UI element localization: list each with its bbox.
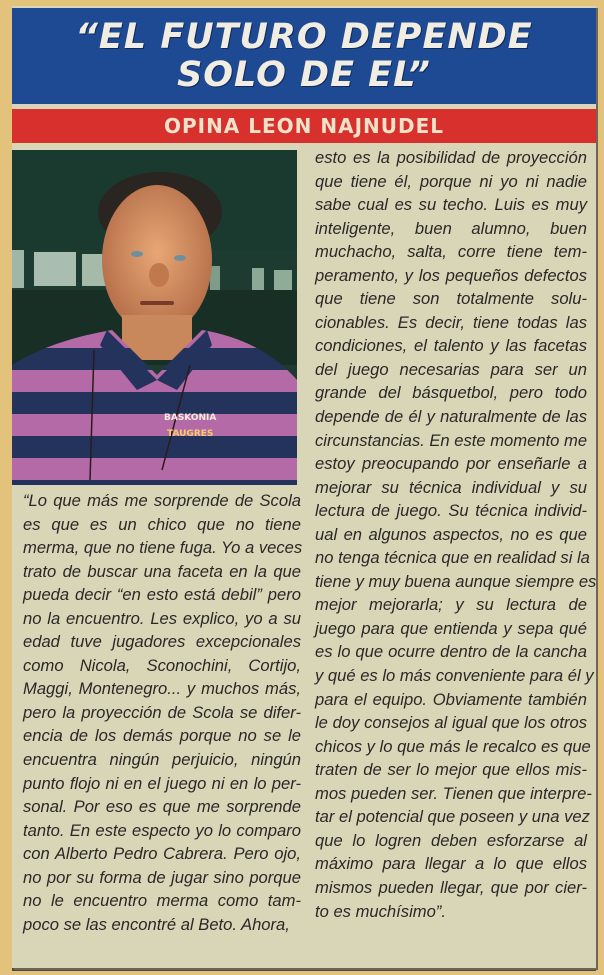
article-line xyxy=(23,889,301,913)
article-line xyxy=(315,546,590,570)
article-line xyxy=(315,358,587,382)
article-line xyxy=(315,523,587,547)
article-line-text: que lo logren deben esforzarse al xyxy=(315,830,587,850)
article-line xyxy=(23,654,301,678)
article-line-text: punto flojo ni en el juego ni en lo per- xyxy=(23,773,301,793)
article-line xyxy=(315,664,594,688)
article-line xyxy=(315,829,587,853)
article-line-text: del juego necesarias para ser un xyxy=(315,359,587,379)
article-line xyxy=(23,489,301,513)
article-line xyxy=(23,607,301,631)
article-line-text: chicos y lo que más le recalco es que xyxy=(315,736,591,756)
article-line xyxy=(23,630,301,654)
article-line xyxy=(315,711,587,735)
article-line-text: trato de buscar una faceta en la que xyxy=(23,561,301,581)
article-line xyxy=(315,240,587,264)
banner-divider xyxy=(12,104,596,108)
article-line xyxy=(23,536,301,560)
article-line xyxy=(315,640,587,664)
article-line xyxy=(23,913,301,937)
article-line xyxy=(315,900,587,924)
article-line-text: sabe cual es su techo. Luis es muy xyxy=(315,195,587,215)
article-line xyxy=(315,405,587,429)
article-line xyxy=(315,593,587,617)
article-line-text: pero la proyección de Scola se difer- xyxy=(23,702,301,722)
article-line-text: que tiene son totalmente solu- xyxy=(315,289,587,309)
article-line xyxy=(23,701,301,725)
article-line-text: circunstancias. En este momento me xyxy=(315,430,588,450)
article-line-text: inteligente, buen alumno, buen xyxy=(315,218,587,238)
article-line-text: traten de ser lo mejor que ellos mis- xyxy=(315,760,587,780)
article-line-text: merma, que no tiene fuga. Yo a veces xyxy=(23,538,303,558)
article-line xyxy=(23,819,301,843)
shirt-logo-line-2: TAUGRES xyxy=(167,429,214,439)
portrait-illustration xyxy=(12,150,297,485)
article-line-text: edad tuve jugadores excepcionales xyxy=(23,632,301,652)
article-line xyxy=(23,842,301,866)
article-line-text: mejorar su técnica individual y su xyxy=(315,477,587,497)
article-line-text: peramento, y los pequeños defectos xyxy=(315,265,587,285)
article-line xyxy=(315,429,587,453)
article-line-text: tar el potencial que poseen y una vez xyxy=(315,807,590,827)
article-line xyxy=(315,193,587,217)
article-line xyxy=(23,677,301,701)
article-line xyxy=(315,805,590,829)
article-line-text: no le encuentro merma como tam- xyxy=(23,891,301,911)
article-line xyxy=(23,866,301,890)
article-column-right xyxy=(315,146,597,923)
article-line-text: tanto. En este especto yo lo comparo xyxy=(23,820,301,840)
shirt-logo-line-1: BASKONIA xyxy=(164,413,217,423)
article-line-text: máximo para llegar a lo que ellos xyxy=(315,854,587,874)
article-line-text: mismos pueden llegar, que por cier- xyxy=(315,877,587,897)
article-line xyxy=(315,735,591,759)
article-line-text: Maggi, Montenegro... y muchos más, xyxy=(23,679,301,699)
article-line-text: tiene y muy buena aunque siempre es xyxy=(315,571,597,591)
article-line xyxy=(315,758,587,782)
article-line xyxy=(315,570,597,594)
article-line xyxy=(315,381,587,405)
article-line xyxy=(315,476,587,500)
article-line-text: juego para que entienda y sepa qué xyxy=(315,618,587,638)
article-line-text: “Lo que más me sorprende de Scola xyxy=(23,491,301,510)
article-line-text: le doy consejos al igual que los otros xyxy=(315,713,587,733)
article-line-text: depende de él y naturalmente de las xyxy=(315,407,587,427)
article-line-text: es que es un chico que no tiene xyxy=(23,514,301,534)
headline-banner xyxy=(12,8,596,104)
article-line-text: para el equipo. Obviamente también xyxy=(315,689,587,709)
article-line xyxy=(23,748,301,772)
article-line-text: muchacho, salta, corre tiene tem- xyxy=(315,242,587,262)
article-line-text: que tiene él, porque ni yo ni nadie xyxy=(315,171,587,191)
article-line xyxy=(315,782,592,806)
article-line-text: to es muchísimo”. xyxy=(315,901,446,921)
article-line xyxy=(315,499,587,523)
article-line xyxy=(23,795,301,819)
article-line-text: ual en algunos aspectos, no es que xyxy=(315,524,587,544)
article-line-text: no por su forma de jugar sino porque xyxy=(23,867,301,887)
article-line-text: encia de los demás porque no se le xyxy=(23,726,301,746)
article-line-text: no tenga técnica que en realidad si la xyxy=(315,548,590,568)
article-line xyxy=(315,311,587,335)
article-line-text: lectura de juego. Su técnica individ- xyxy=(315,501,587,521)
article-line-text: mejor mejorarla; y su lectura de xyxy=(315,595,587,615)
article-line-text: encuentra ningún perjuicio, ningún xyxy=(23,750,301,770)
article-line xyxy=(23,560,301,584)
article-line-text: pueda decir “en esto está debil” pero xyxy=(23,585,301,605)
article-line xyxy=(315,217,587,241)
article-line-text: como Nicola, Sconochini, Cortijo, xyxy=(23,655,301,675)
article-line-text: poco se las encontré al Beto. Ahora, xyxy=(23,914,290,934)
article-line xyxy=(23,724,301,748)
article-line-text: mos pueden ser. Tienen que interpre- xyxy=(315,783,592,803)
article-line-text: es lo que ocurre dentro de la cancha xyxy=(315,642,587,662)
article-line xyxy=(315,334,587,358)
subtitle-banner xyxy=(12,109,596,143)
article-line xyxy=(23,583,301,607)
article-line xyxy=(315,170,587,194)
article-line xyxy=(23,513,301,537)
subtitle-byline: OPINA LEON NAJNUDEL xyxy=(163,114,445,138)
article-line-text: no la encuentro. Les explico, yo a su xyxy=(23,608,301,628)
article-column-left xyxy=(23,489,301,936)
article-line-text: grande del básquetbol, pero todo xyxy=(315,383,587,403)
article-line-text: estoy preocupando por enseñarle a xyxy=(315,454,587,474)
article-line xyxy=(315,452,587,476)
article-line xyxy=(315,688,587,712)
headline-line-2: SOLO DE EL” xyxy=(177,55,431,95)
portrait-photo xyxy=(12,150,297,485)
article-line-text: cionables. Es decir, tiene todas las xyxy=(315,312,587,332)
article-line xyxy=(315,264,587,288)
article-line-text: esto es la posibilidad de proyección xyxy=(315,148,587,167)
article-line xyxy=(315,287,587,311)
article-line xyxy=(315,876,587,900)
magazine-page xyxy=(12,6,596,968)
article-line xyxy=(315,617,587,641)
article-line-text: condiciones, el talento y las facetas xyxy=(315,336,587,356)
article-line xyxy=(23,772,301,796)
headline-line-1: “EL FUTURO DEPENDE xyxy=(75,17,533,57)
article-line xyxy=(315,146,587,170)
article-line-text: y qué es lo más conveniente para él y xyxy=(315,666,594,686)
article-line xyxy=(315,852,587,876)
article-line-text: con Alberto Pedro Cabrera. Pero ojo, xyxy=(23,844,301,864)
article-line-text: sonal. Por eso es que me sorprende xyxy=(23,797,301,817)
